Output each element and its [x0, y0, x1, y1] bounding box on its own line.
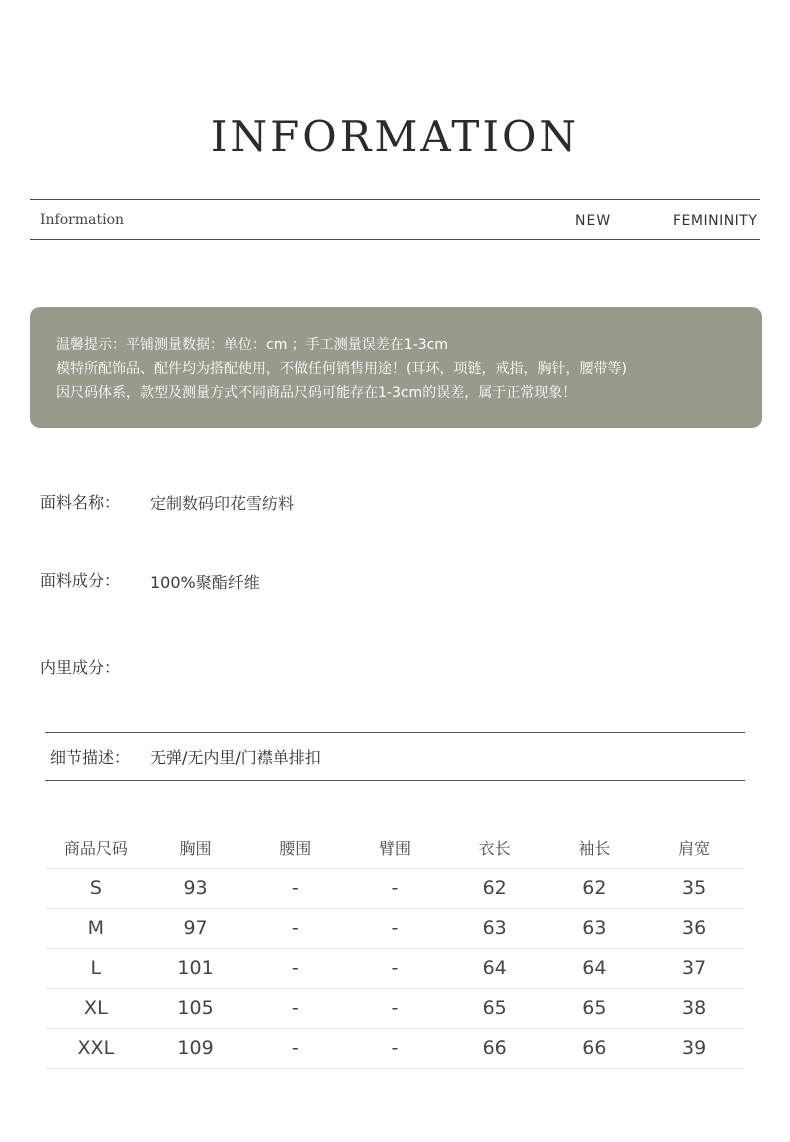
table-cell: 66 — [445, 1028, 545, 1068]
table-cell: - — [245, 988, 345, 1028]
table-cell: 63 — [545, 908, 645, 948]
table-cell: 35 — [644, 868, 744, 908]
header-arm: 臂围 — [345, 828, 445, 868]
table-cell: - — [345, 868, 445, 908]
table-cell: S — [46, 868, 146, 908]
fabric-composition-label: 面料成分： — [40, 571, 121, 590]
lining-label: 内里成分： — [40, 658, 121, 677]
table-cell: - — [245, 948, 345, 988]
notice-line: 温馨提示：平铺测量数据：单位：cm ；手工测量误差在1-3cm — [56, 337, 448, 353]
subheader-information: Information — [40, 212, 125, 228]
header-chest: 胸围 — [146, 828, 246, 868]
size-table — [46, 828, 744, 1069]
table-cell: 101 — [146, 948, 246, 988]
details-label: 细节描述： — [50, 748, 131, 767]
fabric-name-label: 面料名称： — [40, 493, 121, 512]
notice-box — [30, 307, 762, 428]
header-length: 衣长 — [445, 828, 545, 868]
table-cell: 62 — [545, 868, 645, 908]
table-cell: 64 — [445, 948, 545, 988]
subheader-femininity: FEMININITY — [673, 213, 758, 229]
table-cell: - — [345, 908, 445, 948]
details-top-divider — [45, 732, 745, 733]
table-cell: 97 — [146, 908, 246, 948]
details-value: 无弹/无内里/门襟单排扣 — [150, 748, 321, 767]
table-row — [46, 868, 744, 908]
notice-line: 模特所配饰品、配件均为搭配使用，不做任何销售用途！(耳环，项链，戒指，胸针，腰带等) — [56, 361, 627, 377]
table-cell: 62 — [445, 868, 545, 908]
table-cell: M — [46, 908, 146, 948]
table-cell: L — [46, 948, 146, 988]
table-cell: - — [245, 868, 345, 908]
page-title: INFORMATION — [210, 112, 580, 161]
table-row — [46, 1028, 744, 1068]
fabric-name-value: 定制数码印花雪纺料 — [150, 494, 295, 513]
header-top-divider — [30, 199, 760, 200]
fabric-composition-value: 100%聚酯纤维 — [150, 573, 260, 592]
header-sleeve: 袖长 — [545, 828, 645, 868]
table-cell: 39 — [644, 1028, 744, 1068]
subheader-new: NEW — [575, 213, 612, 229]
details-bottom-divider — [45, 780, 745, 781]
table-cell: - — [345, 948, 445, 988]
table-cell: - — [345, 1028, 445, 1068]
table-cell: 63 — [445, 908, 545, 948]
header-waist: 腰围 — [245, 828, 345, 868]
table-cell: - — [345, 988, 445, 1028]
table-header-row — [46, 828, 744, 868]
header-shoulder: 肩宽 — [644, 828, 744, 868]
table-row — [46, 908, 744, 948]
table-cell: 93 — [146, 868, 246, 908]
table-cell: 38 — [644, 988, 744, 1028]
header-bottom-divider — [30, 239, 760, 240]
table-row — [46, 988, 744, 1028]
header-size: 商品尺码 — [46, 828, 146, 868]
table-row — [46, 948, 744, 988]
table-cell: 65 — [545, 988, 645, 1028]
table-cell: 65 — [445, 988, 545, 1028]
table-cell: XL — [46, 988, 146, 1028]
notice-line: 因尺码体系，款型及测量方式不同商品尺码可能存在1-3cm的误差，属于正常现象！ — [56, 385, 577, 401]
table-cell: 66 — [545, 1028, 645, 1068]
table-cell: 109 — [146, 1028, 246, 1068]
table-cell: XXL — [46, 1028, 146, 1068]
table-cell: - — [245, 1028, 345, 1068]
table-cell: 64 — [545, 948, 645, 988]
table-cell: - — [245, 908, 345, 948]
table-cell: 37 — [644, 948, 744, 988]
table-cell: 36 — [644, 908, 744, 948]
table-cell: 105 — [146, 988, 246, 1028]
